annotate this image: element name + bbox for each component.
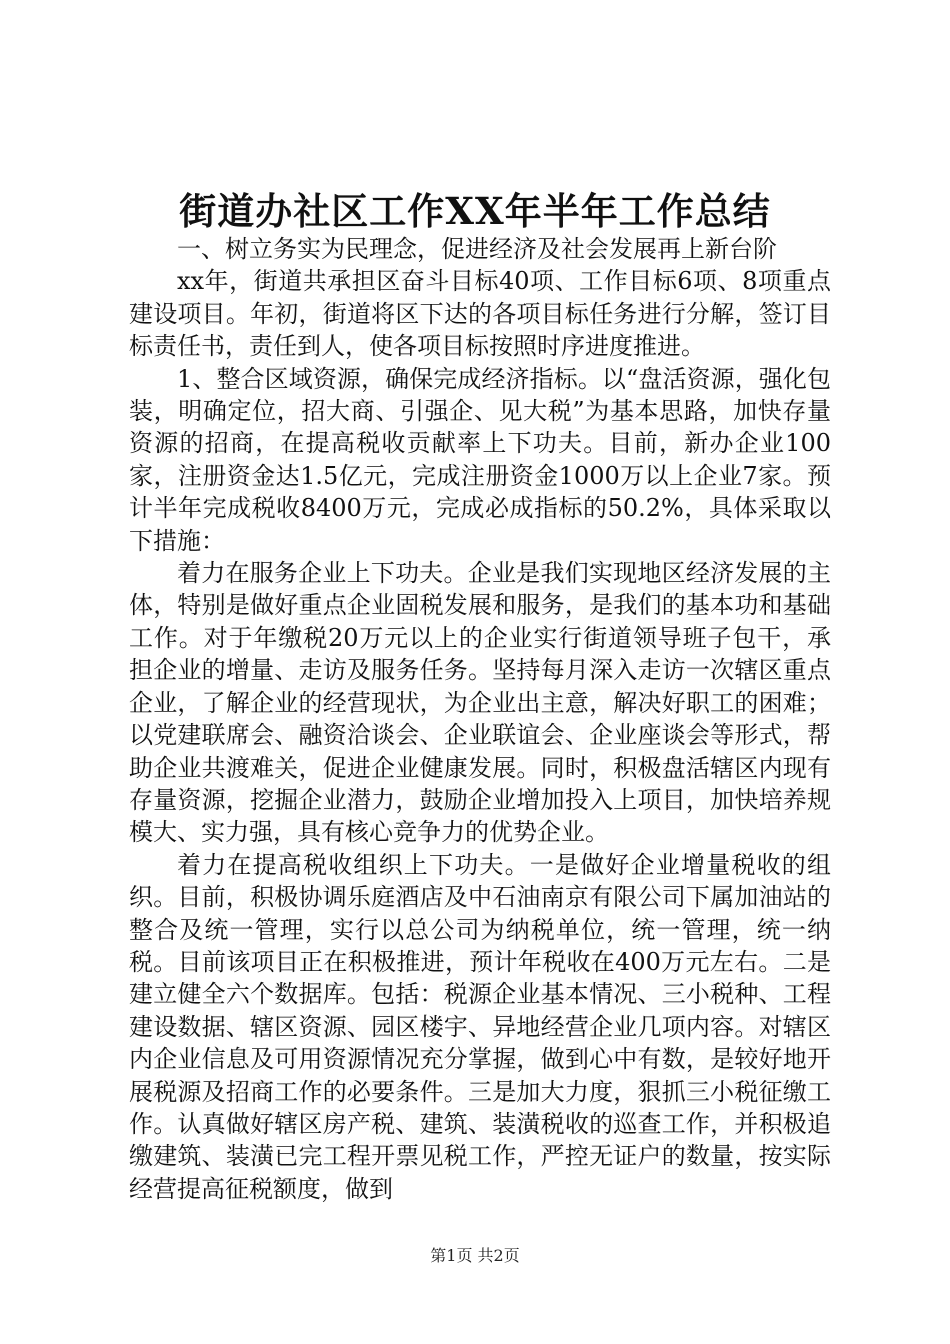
paragraph-serving-enterprises: 着力在服务企业上下功夫。企业是我们实现地区经济发展的主体，特别是做好重点企业固税发展和服务，是我们的基本功和基础工作。对于年缴税20万元以上的企业实行街道领导班子包干，承担企业的增量、走访及服务任务。坚持每月深入走访一次辖区重点企业，了解企业的经营现状，为企业出主意，解决好职工的困难；以党建联席会、融资洽谈会、企业联谊会、企业座谈会等形式，帮助企业共渡难关，促进企业健康发展。同时，积极盘活辖区内现有存量资源，挖掘企业潜力，鼓励企业增加投入上项目，加快培养规模大、实力强，具有核心竞争力的优势企业。 — [129, 559, 831, 847]
paragraph-tax-organization: 着力在提高税收组织上下功夫。一是做好企业增量税收的组织。目前，积极协调乐庭酒店及中石油南京有限公司下属加油站的整合及统一管理，实行以总公司为纳税单位，统一管理，统一纳税。目前该项目正在积极推进，预计年税收在400万元左右。二是建立健全六个数据库。包括：税源企业基本情况、三小税种、工程建设数据、辖区资源、园区楼宇、异地经营企业几项内容。对辖区内企业信息及可用资源情况充分掌握，做到心中有数，是较好地开展税源及招商工作的必要条件。三是加大力度，狠抓三小税征缴工作。认真做好辖区房产税、建筑、装潢税收的巡查工作，并积极追缴建筑、装潢已完工程开票见税工作，严控无证户的数量，按实际经营提高征税额度，做到 — [129, 850, 831, 1203]
document-title: 街道办社区工作XX年半年工作总结 — [179, 189, 771, 233]
page-footer: 第1页 共2页 — [430, 1246, 520, 1265]
document-body — [129, 233, 831, 1205]
section-heading: 一、树立务实为民理念，促进经济及社会发展再上新台阶 — [177, 235, 777, 263]
paragraph-economic-indicators: 1、整合区域资源，确保完成经济指标。以“盘活资源，强化包装，明确定位，招大商、引强企、见大税”为基本思路，加快存量资源的招商，在提高税收贡献率上下功夫。目前，新办企业100家，注册资金达1.5亿元，完成注册资金1000万以上企业7家。预计半年完成税收8400万元，完成必成指标的50.2%，具体采取以下措施： — [129, 364, 831, 555]
paragraph-targets: xx年，街道共承担区奋斗目标40项、工作目标6项、8项重点建设项目。年初，街道将区下达的各项目标任务进行分解，签订目标责任书，责任到人，使各项目标按照时序进度推进。 — [129, 267, 831, 361]
